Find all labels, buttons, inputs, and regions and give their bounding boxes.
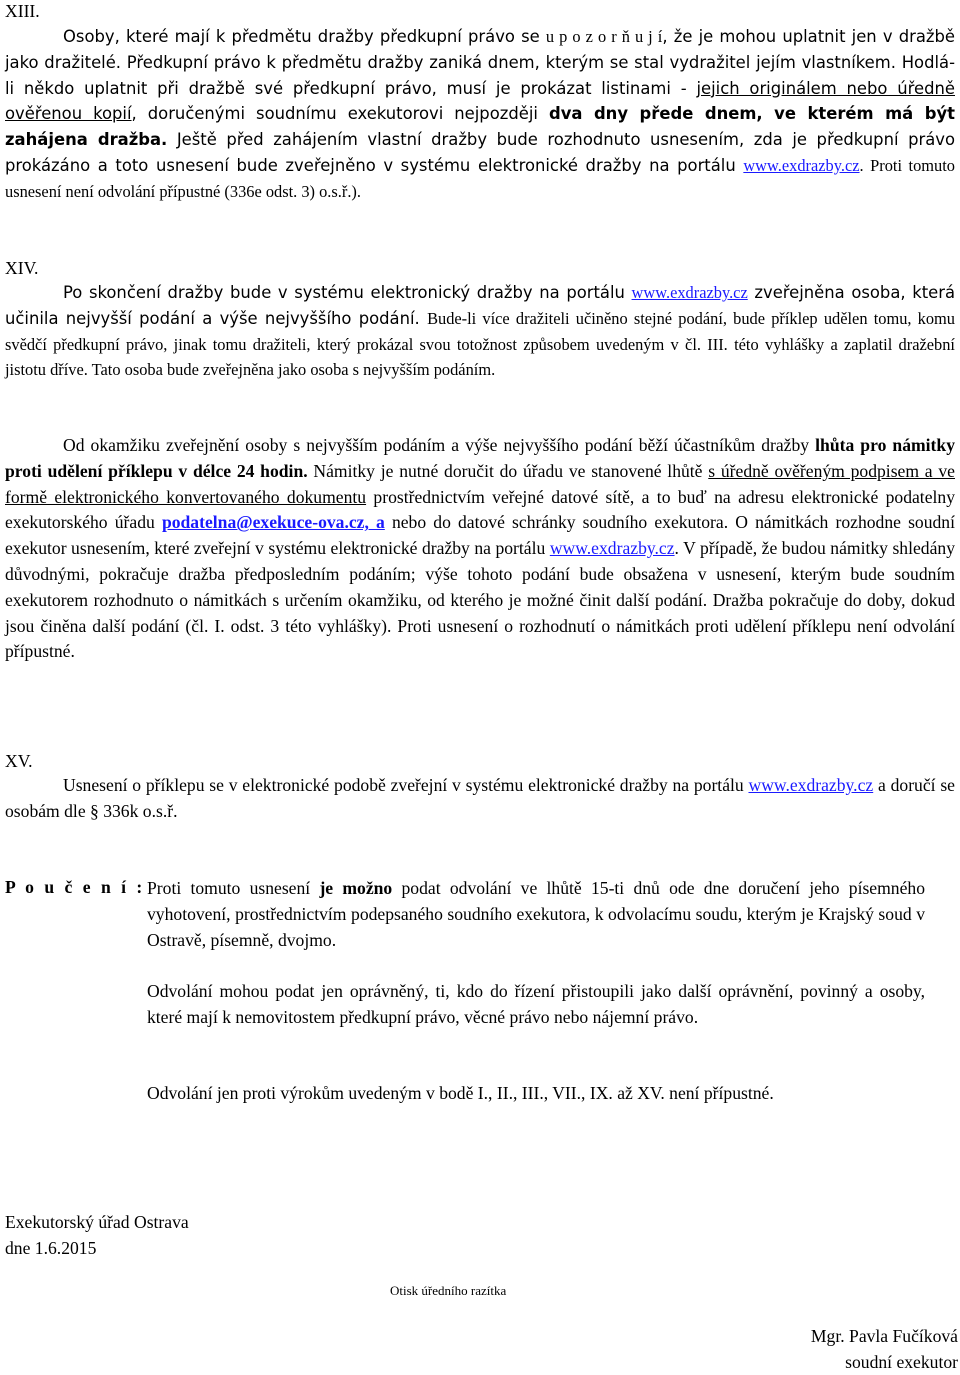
underlined-text: s úředně ověřeným podpisem a ve formě elektronického konvertovaného dokumentu bbox=[5, 460, 955, 507]
text: Osoby, které mají k předmětu dražby předkupní právo se bbox=[63, 27, 540, 46]
exdrazby-link[interactable]: www.exdrazby.cz bbox=[748, 775, 874, 795]
signatory-role: soudní exekutor bbox=[845, 1352, 958, 1372]
text: Proti tomuto usnesení bbox=[147, 878, 311, 898]
bold-text: je možno bbox=[319, 878, 393, 898]
paragraph-publication bbox=[5, 773, 955, 825]
text: Bude-li více dražiteli učiněno stejné podání, bude příklep udělen tomu, komu svědčí předkupní právo, jinak tomu dražiteli, který prokázal svou totožnost způsobem uvedeným v čl. III. této vyhlášky a zaplatil dražební jistotu dříve. Tato osoba bude zveřejněna jako osoba s nejvyšším podáním. bbox=[5, 308, 956, 380]
underlined-text: jejich originálem nebo úředně ověřenou kopií bbox=[5, 78, 955, 124]
text: Námitky je nutné doručit do úřadu ve stanovené lhůtě bbox=[313, 460, 703, 481]
text: . V případě, že budou námitky shledány důvodnými, pokračuje dražba předposledním podáním; výše tohoto podání bude obsažena v usnesení, kterým bude soudním exekutorem rozhodnuto o námitkách s určením okamžiku, od kterého je možné činit další podání. Dražba pokračuje do doby, dokud jsou činěna další podání (čl. I. odst. 3 této vyhlášky). Proti usnesení o rozhodnutí o námitkách proti udělení příklepu není odvolání přípustné. bbox=[5, 538, 955, 662]
text: Ještě před zahájením vlastní dražby bude rozhodnuto usnesením, zda je předkupní právo prokázáno a toto usnesení bude zveřejněno v systému elektronické dražby na portálu bbox=[5, 130, 955, 175]
instructions-paragraph-1 bbox=[147, 876, 925, 953]
instructions-paragraph-2: Odvolání mohou podat jen oprávněný, ti, kdo do řízení přistoupili jako další oprávnění, povinný a osoby, které mají k nemovitostem předkupní právo, věcné právo nebo nájemní právo. bbox=[147, 981, 925, 1027]
text: zveřejněna osoba, která učinila nejvyšší podání a výše nejvyššího podání. bbox=[5, 283, 955, 328]
paragraph-preemption-notice bbox=[5, 24, 955, 205]
text: podat odvolání ve lhůtě 15-ti dnů ode dne doručení jeho písemného vyhotovení, prostřednictvím podepsaného soudního exekutora, k odvolacímu soudu, kterým je Krajský soud v Ostravě, písemně, dvojmo. bbox=[147, 878, 926, 950]
bold-text: dva dny přede dnem, ve kterém má být zahájena dražba. bbox=[5, 104, 955, 150]
section-heading-xiii: XIII. bbox=[5, 1, 40, 21]
paragraph-objections bbox=[5, 433, 955, 665]
exdrazby-link[interactable]: www.exdrazby.cz bbox=[743, 155, 860, 175]
text: Od okamžiku zveřejnění osoby s nejvyšším podáním a výše nejvyššího podání běží účastníkům dražby bbox=[63, 435, 810, 455]
email-link[interactable]: podatelna@exekuce-ova.cz, a bbox=[161, 512, 385, 533]
paragraph-auction-end bbox=[5, 280, 955, 383]
section-heading-xv: XV. bbox=[5, 751, 33, 771]
instructions-label: P o u č e n í : bbox=[5, 877, 146, 897]
office-name: Exekutorský úřad Ostrava bbox=[5, 1212, 189, 1232]
text: nebo do datové schránky soudního exekutora. O námitkách rozhodne soudní exekutor usnesením, které zveřejní v systému elektronické dražby na portálu bbox=[5, 512, 955, 559]
spaced-text: u p o z o r ň u j í bbox=[545, 27, 663, 46]
text: , doručenými soudnímu exekutorovi nejpozději bbox=[131, 104, 538, 124]
text: Po skončení dražby bude v systému elektronický dražby na portálu bbox=[63, 283, 625, 302]
text: a doručí se osobám dle § 336k o.s.ř. bbox=[5, 775, 955, 821]
stamp-placeholder: Otisk úředního razítka bbox=[390, 1283, 507, 1298]
text: Hodlá-li někdo uplatnit při dražbě své předkupní právo, musí je prokázat listinami - bbox=[5, 52, 955, 98]
text: Usnesení o příklepu se v elektronické podobě zveřejní v systému elektronické dražby na portálu bbox=[63, 775, 744, 795]
section-heading-xiv: XIV. bbox=[5, 258, 39, 278]
text: prostřednictvím veřejné datové sítě, a to buď na adresu elektronické podatelny exekutorského úřadu bbox=[5, 486, 955, 533]
document-date: dne 1.6.2015 bbox=[5, 1238, 97, 1258]
exdrazby-link[interactable]: www.exdrazby.cz bbox=[549, 538, 675, 559]
exdrazby-link[interactable]: www.exdrazby.cz bbox=[631, 283, 748, 302]
bold-text: lhůta pro námitky proti udělení příklepu v délce 24 hodin. bbox=[5, 435, 955, 481]
signatory-name: Mgr. Pavla Fučíková bbox=[810, 1326, 958, 1346]
text: , že je mohou uplatnit jen v dražbě jako dražitelé. Předkupní právo k předmětu dražby zaniká dnem, kterým se stal vydražitel jejím vlastníkem. bbox=[5, 27, 955, 72]
instructions-paragraph-3: Odvolání jen proti výrokům uvedeným v bodě I., II., III., VII., IX. až XV. není přípustné. bbox=[147, 1083, 774, 1103]
text: . Proti tomuto usnesení není odvolání přípustné (336e odst. 3) o.s.ř.). bbox=[5, 155, 955, 201]
